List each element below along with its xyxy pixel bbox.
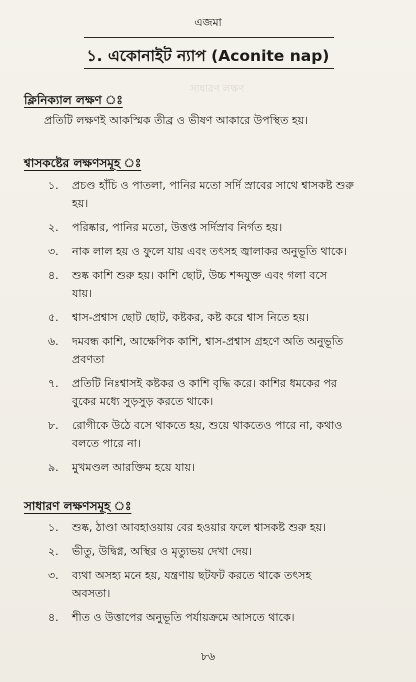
clinical-text: প্রতিটি লক্ষণই আকস্মিক তীব্র ও ভীষণ আকারে উপস্থিত হয়। (44, 114, 309, 127)
list-item-number: ২. (48, 545, 59, 558)
list-item-number: ৪. (48, 611, 59, 624)
page-title: ১. একোনাইট ন্যাপ (Aconite nap) (86, 47, 330, 65)
list-item-text: মুখমণ্ডল আরক্তিম হয়ে যায়। (72, 461, 195, 474)
list-item-text: শ্বাস-প্রশ্বাস ছোট ছোট, কষ্টকর, কষ্ট করে শ্বাস নিতে হয়। (72, 311, 310, 324)
list-item-text: শুষ্ক কাশি শুরু হয়। কাশি ছোট, উচ্চ শব্দযুক্ত এবং গলা বসে (72, 269, 328, 282)
list-item-text: প্রবণতা (72, 353, 105, 366)
respiratory-heading: শ্বাসকষ্টের লক্ষণসমূহ ঃ (24, 156, 142, 170)
list-item-text: রোগীকে উঠে বসে থাকতে হয়, শুয়ে থাকতেও পারে না, কথাও (72, 419, 343, 432)
list-item-text: শীত ও উত্তাপের অনুভূতি পর্যায়ক্রমে আসতে থাকে। (72, 611, 295, 624)
list-item-number: ৪. (48, 269, 59, 282)
list-item-text: প্রতিটি নিঃশ্বাসই কষ্টকর ও কাশি বৃদ্ধি করে। কাশির ধমকের পর (72, 377, 337, 390)
list-item-number: ৬. (48, 335, 59, 348)
list-item-text: নাক লাল হয় ও ফুলে যায় এবং তৎসহ জ্বালাকর অনুভূতি থাকে। (72, 245, 347, 258)
list-item-number: ৮. (48, 419, 59, 432)
bleed-through-text: সাধারণ লক্ষণ (190, 84, 245, 95)
list-item-text: পরিষ্কার, পানির মতো, উত্তপ্ত সর্দিস্রাব নির্গত হয়। (72, 221, 283, 234)
list-item-number: ৫. (48, 311, 59, 324)
list-item-number: ১. (48, 179, 59, 192)
list-item-text: প্রচণ্ড হাঁচি ও পাতলা, পানির মতো সর্দি স্রাবের সাথে শ্বাসকষ্ট শুরু (72, 179, 354, 192)
title-rule-bottom (84, 68, 334, 69)
clinical-heading: ক্লিনিক্যাল লক্ষণ ঃ (24, 93, 123, 107)
page-number: ৮৬ (200, 650, 216, 663)
list-item-text: বুকের মধ্যে সুড়সুড় করতে থাকে। (72, 395, 214, 408)
list-item-number: ৯. (48, 461, 59, 474)
list-item-text: ভীতু, উদ্বিগ্ন, অস্থির ও মৃত্যুভয় দেখা দেয়। (72, 545, 253, 558)
list-item-number: ৭. (48, 377, 59, 390)
list-item-number: ৩. (48, 569, 59, 582)
list-item-text: অবসতা। (72, 587, 111, 600)
title-rule-top (84, 37, 334, 38)
list-item-number: ৩. (48, 245, 59, 258)
list-item-text: ব্যথা অসহ্য মনে হয়, যন্ত্রণায় ছটফট করতে থাকে তৎসহ (72, 569, 312, 582)
list-item-text: শুষ্ক, ঠাণ্ডা আবহাওয়ায় বের হওয়ার ফলে শ্বাসকষ্ট শুরু হয়। (72, 521, 327, 534)
list-item-text: হয়। (72, 197, 89, 210)
general-heading: সাধারণ লক্ষণসমূহ ঃ (24, 499, 132, 513)
list-item-number: ২. (48, 221, 59, 234)
list-item-text: যায়। (72, 287, 92, 300)
list-item-number: ১. (48, 521, 59, 534)
list-item-text: বলতে পারে না। (72, 437, 141, 450)
list-item-text: দমবন্ধ কাশি, আক্ষেপিক কাশি, শ্বাস-প্রশ্বাস গ্রহণে অতি অনুভূতি (72, 335, 344, 348)
running-head: এজমা (194, 16, 222, 29)
